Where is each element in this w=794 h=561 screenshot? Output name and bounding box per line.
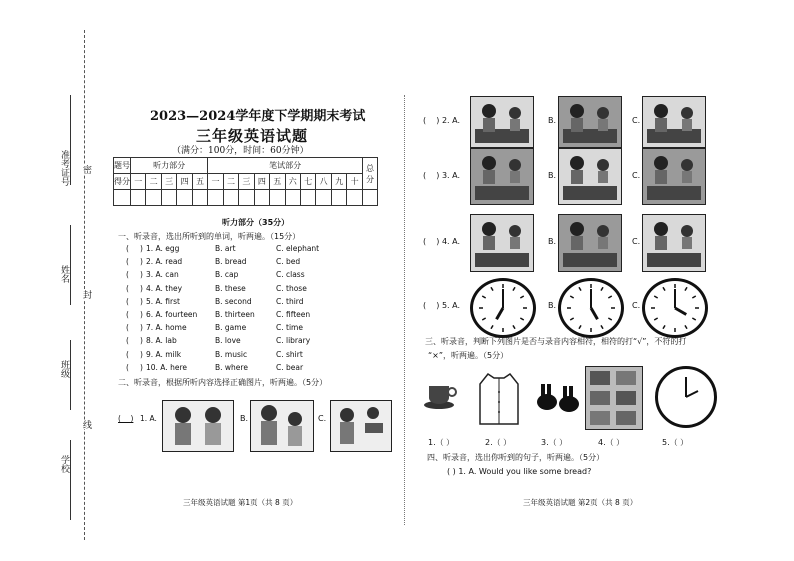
s3-answer-2[interactable]: 2.（ ） (485, 438, 512, 447)
score-col: 七 (300, 174, 315, 190)
margin-dense-mark: 密 (81, 165, 91, 174)
score-table (113, 157, 378, 206)
s3-answer-1[interactable]: 1.（ ） (428, 438, 455, 447)
school-underline (70, 440, 71, 520)
score-cell[interactable] (114, 190, 131, 206)
option-a: 8. A. lab (146, 336, 177, 346)
scene-picture-a (470, 214, 534, 272)
scene-picture-c (642, 214, 706, 272)
option-a: 2. A. read (146, 257, 183, 267)
s3-picture-cup (423, 380, 457, 410)
score-cell[interactable] (347, 190, 363, 206)
right-option-c: C. (632, 170, 641, 180)
answer-paren[interactable]: ( (126, 362, 129, 372)
option-a: 1. A. egg (146, 244, 180, 253)
score-cell[interactable] (254, 190, 269, 206)
option-c: C. bed (276, 257, 301, 267)
option-b: B. these (215, 283, 246, 293)
exam-subject-title: 三年级英语试题 (196, 127, 309, 145)
answer-paren-close[interactable]: ) (140, 270, 143, 280)
right-page-footer: 三年级英语试题 第2页（共 8 页） (523, 498, 638, 507)
score-cell[interactable] (208, 190, 223, 206)
score-cell[interactable] (300, 190, 315, 206)
s2-picture-b (250, 400, 314, 452)
name-label: 姓名 (59, 265, 69, 283)
answer-paren-close[interactable]: ) (140, 310, 143, 319)
answer-paren[interactable]: ( (126, 257, 129, 267)
score-col: 一 (131, 174, 146, 190)
scene-picture-c (642, 148, 706, 205)
score-col: 四 (177, 174, 192, 190)
score-col: 一 (208, 174, 223, 190)
right-row-label: ( ) 5. A. (423, 301, 461, 310)
score-table-score-label: 得分 (114, 174, 131, 190)
s3-picture-rabbits (533, 382, 581, 414)
right-option-c: C. (632, 301, 641, 310)
right-option-b: B. (548, 301, 557, 310)
page-divider (404, 95, 405, 525)
score-cell[interactable] (146, 190, 161, 206)
score-cell[interactable] (316, 190, 331, 206)
score-cell[interactable] (239, 190, 254, 206)
score-col: 五 (270, 174, 285, 190)
right-row-label: ( ) 3. A. (423, 170, 461, 180)
option-a: 5. A. first (146, 296, 180, 306)
s3-picture-shirt (478, 372, 520, 427)
clock-picture-c (642, 278, 708, 338)
option-b: B. bread (215, 257, 247, 267)
exam-year-title: 2023—2024学年度下学期期末考试 (150, 109, 366, 124)
option-b: B. game (215, 323, 247, 333)
option-b: B. thirteen (215, 310, 255, 319)
option-b: B. art (215, 244, 236, 253)
option-c: C. those (276, 283, 307, 293)
score-table-header-listening: 听力部分 (131, 158, 208, 174)
left-page-footer: 三年级英语试题 第1页（共 8 页） (183, 498, 298, 507)
class-label: 班级 (59, 360, 69, 378)
right-row-label: ( ) 4. A. (423, 237, 461, 246)
answer-paren[interactable]: ( (126, 323, 129, 333)
option-c: C. third (276, 296, 304, 306)
score-cell[interactable] (331, 190, 346, 206)
s3-answer-3[interactable]: 3.（ ） (541, 438, 568, 447)
score-col: 二 (146, 174, 161, 190)
score-col: 八 (316, 174, 331, 190)
s4-q1: ( ) 1. A. Would you like some bread? (447, 467, 592, 476)
answer-paren-close[interactable]: ) (140, 362, 143, 372)
scene-picture-c (642, 96, 706, 148)
answer-paren[interactable]: ( (126, 310, 129, 319)
score-col: 五 (192, 174, 207, 190)
score-cell[interactable] (363, 190, 378, 206)
right-row-label: ( ) 2. A. (423, 116, 461, 125)
option-b: B. love (215, 336, 241, 346)
right-option-c: C. (632, 237, 641, 246)
answer-paren-close[interactable]: ) (140, 244, 143, 253)
right-option-b: B. (548, 116, 557, 125)
scene-picture-a (470, 96, 534, 148)
margin-line-mark: 线 (81, 420, 91, 429)
right-option-b: B. (548, 237, 557, 246)
answer-paren-close[interactable]: ) (140, 323, 143, 333)
score-cell[interactable] (192, 190, 207, 206)
s3-picture-clock (655, 366, 717, 428)
school-label: 学校 (59, 455, 69, 473)
s3-answer-5[interactable]: 5.（ ） (662, 438, 689, 447)
option-a: 3. A. can (146, 270, 179, 280)
score-table-header-qno: 题号 (114, 158, 131, 174)
right-option-c: C. (632, 116, 641, 125)
scene-picture-b (558, 214, 622, 272)
option-a: 7. A. home (146, 323, 187, 333)
scene-picture-b (558, 96, 622, 148)
option-b: B. second (215, 296, 252, 306)
s2-picture-c (330, 400, 392, 452)
option-c: C. bear (276, 362, 304, 372)
s2-q1-label: 1. A. (140, 414, 157, 423)
score-col: 四 (254, 174, 269, 190)
score-col: 六 (285, 174, 300, 190)
score-col: 十 (347, 174, 363, 190)
answer-paren[interactable]: ( (126, 349, 129, 359)
scene-picture-a (470, 148, 534, 205)
clock-picture-a (470, 278, 536, 338)
option-c: C. class (276, 270, 305, 280)
answer-paren[interactable]: ( (126, 283, 129, 293)
clock-picture-b (558, 278, 624, 338)
s2-option-b: B. (240, 414, 249, 423)
score-col: 三 (161, 174, 176, 190)
margin-seal-mark: 封 (81, 290, 91, 299)
option-b: B. cap (215, 270, 239, 280)
answer-paren[interactable]: ( (126, 336, 129, 346)
score-cell[interactable] (270, 190, 285, 206)
answer-paren-close[interactable]: ) (140, 336, 143, 346)
option-c: C. shirt (276, 349, 303, 359)
listening-part-title: 听力部分（35分） (222, 218, 290, 227)
s2-picture-a (162, 400, 234, 452)
score-cell[interactable] (223, 190, 238, 206)
option-a: 6. A. fourteen (146, 310, 198, 319)
score-cell[interactable] (131, 190, 146, 206)
section3-instruction-line1: 三、听录音，判断下列图片是否与录音内容相符，相符的打“√”，不符的打 (425, 337, 687, 346)
option-a: 4. A. they (146, 283, 183, 293)
option-c: C. time (276, 323, 303, 333)
section3-instruction-line2: “×”，听两遍。（5分） (428, 351, 509, 360)
answer-paren[interactable]: ( ) (118, 414, 134, 423)
option-c: C. elephant (276, 244, 320, 253)
s2-option-c: C. (318, 414, 327, 423)
scene-picture-b (558, 148, 622, 205)
option-b: B. where (215, 362, 248, 372)
score-table-header-total: 总分 (363, 158, 378, 190)
answer-paren[interactable]: ( (126, 244, 129, 253)
binding-dashed-line (84, 30, 85, 540)
score-col: 三 (239, 174, 254, 190)
s3-answer-4[interactable]: 4.（ ） (598, 438, 625, 447)
s3-picture-building (585, 366, 643, 430)
option-a: 9. A. milk (146, 349, 182, 359)
section4-instruction: 四、听录音，选出你听到的句子，听两遍。（5分） (427, 453, 605, 462)
option-c: C. library (276, 336, 311, 346)
score-col: 九 (331, 174, 346, 190)
score-col: 二 (223, 174, 238, 190)
answer-paren[interactable]: ( (126, 296, 129, 306)
exam-meta: （满分：100分，时间：60分钟） (172, 146, 309, 156)
option-a: 10. A. here (146, 362, 187, 372)
score-cell[interactable] (161, 190, 176, 206)
answer-paren-close[interactable]: ) (140, 257, 143, 267)
answer-paren-close[interactable]: ) (140, 349, 143, 359)
option-c: C. fifteen (276, 310, 311, 319)
score-cell[interactable] (285, 190, 300, 206)
section2-instruction: 二、听录音，根据所听内容选择正确图片，听两遍。（5分） (118, 378, 328, 387)
score-cell[interactable] (177, 190, 192, 206)
score-table-header-written: 笔试部分 (208, 158, 363, 174)
answer-paren[interactable]: ( (126, 270, 129, 280)
section1-instruction: 一、听录音，选出所听到的单词，听两遍。（15分） (118, 232, 301, 241)
answer-paren-close[interactable]: ) (140, 296, 143, 306)
answer-paren-close[interactable]: ) (140, 283, 143, 293)
option-b: B. music (215, 349, 248, 359)
right-option-b: B. (548, 170, 557, 180)
exam-no-label: 准考证号 (59, 150, 69, 186)
